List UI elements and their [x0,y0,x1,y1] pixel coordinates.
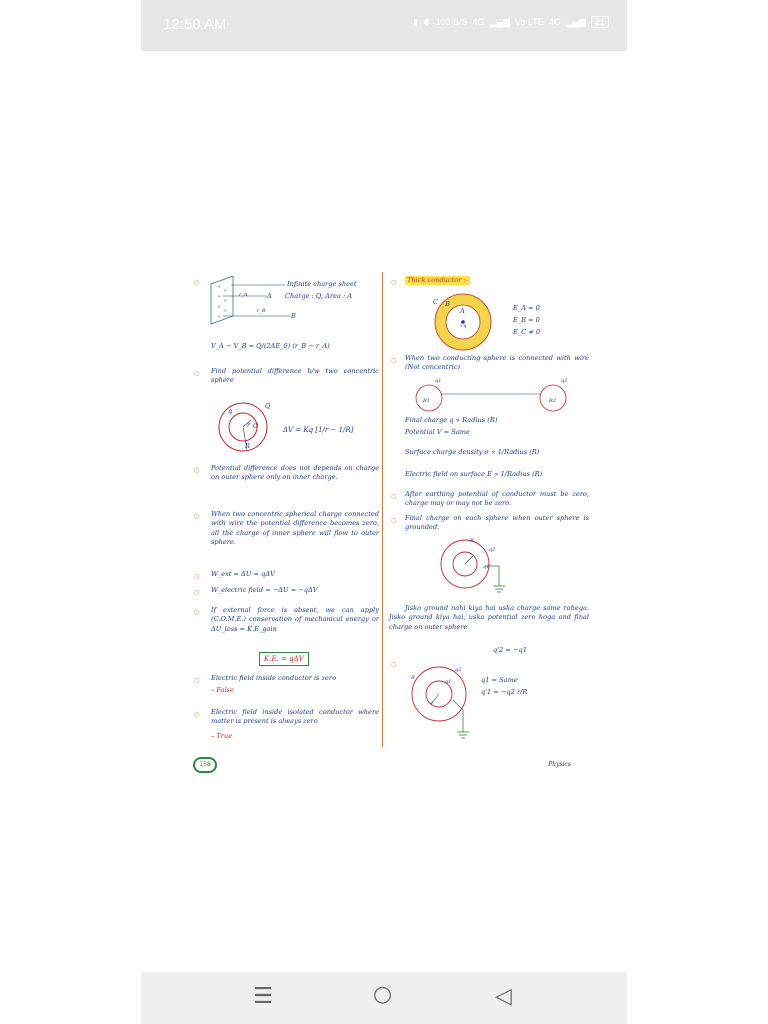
pd-text: Potential difference does not depends on charge on outer sphere only on inner charge. [211,464,379,482]
bullet-icon: ○ [194,573,200,580]
svg-text:+: + [223,288,228,294]
vibrate-icon: ▮ [413,16,419,27]
label-r: r [431,701,434,707]
field-c: E_C ≠ 0 [513,328,541,336]
phone-screen [141,0,627,1024]
right-column [383,248,627,776]
label-q: q [228,407,233,415]
bullet-icon: ○ [391,517,397,524]
field-surface: Electric field on surface E ∝ 1/Radius (R) [405,470,543,478]
svg-text:+: + [217,284,222,290]
bullet-icon: ○ [391,279,397,286]
label-c: C [433,298,439,306]
volte-label: Vo LTE [514,17,544,27]
battery-icon: 21 [591,16,609,28]
net-speed: 103 B/S [435,17,468,27]
sheet-formula: V_A − V_B = Q/(2AE_0) (r_B − r_A) [211,342,330,350]
page-number-badge: 158 [193,757,217,773]
label-q1: q1 [445,679,452,685]
system-icons [413,16,609,28]
field-false-answer: – False [211,686,234,694]
document-page[interactable] [141,248,627,776]
field-false-text: Electric field inside conductor is zero [211,674,337,682]
signal-icon: ▂▄▆ [565,16,586,27]
left-column [141,248,381,776]
q-same: q1 = Same [481,676,518,684]
sheet-charge: Charge : Q, Area : A [285,292,353,300]
clock: 12:50 AM [163,16,227,33]
grounded-sphere-diagram [439,536,519,596]
potential-same: Potential V = Same [405,428,470,436]
grounded-sphere-2-diagram [409,664,489,744]
q2-equation: q'2 = −q1 [493,646,527,654]
come-text: If external force is absent, we can apply (C.O.M.E.) conservation of mechanical energy or ΔU_loss = K.E_gain [211,606,379,633]
sphere-formula: ΔV = Kq [1/r − 1/R] [283,426,354,434]
svg-text:+: + [223,308,228,314]
bullet-icon: ○ [194,370,200,377]
label-q1: q1 [435,378,442,384]
label-o: O [253,422,259,430]
bullet-icon: ○ [194,711,200,718]
w-electric: W_electric field = −ΔU = −qΔV [211,586,318,594]
bullet-icon: ○ [391,661,397,668]
label-q1: q1 [483,564,490,570]
label-r-outer: R [411,675,415,681]
svg-text:+: + [217,294,222,300]
svg-text:+: + [217,304,222,310]
bullet-icon: ○ [194,609,200,616]
label-q2: q2 [489,547,496,553]
label-q2: q2 [561,378,568,384]
label-b: B [291,312,296,320]
jisko-text: Jisko ground nahi kiya hai uska charge same rahega. Jisko ground kiya hai, uska potential zero hoga and final charge on outer sphere [389,604,589,631]
subject-label: Physics [548,761,571,768]
bullet-icon: ○ [194,589,200,596]
bullet-icon: ○ [194,279,200,286]
label-b: B [445,300,450,308]
signal-icon: ▂▄▆ [489,16,510,27]
bullet-icon: ○ [194,677,200,684]
label-q-outer: Q [265,402,271,410]
q1-equation: q'1 = −q2 r/R [481,688,528,696]
ke-box: K.E. = qΔV [259,652,309,666]
wire-text: When two concentric spherical charge connected with wire the potential difference becomes zero, all the charge of inner sphere will flow to outer sphere. [211,510,379,547]
bluetooth-icon: ✱ [423,16,431,27]
two-sphere-text: When two conducting sphere is connected with wire (Not concentric) [405,354,589,372]
surface-density: Surface charge density σ ∝ 1/Radius (R) [405,448,540,456]
back-icon[interactable]: ◁ [495,984,512,1009]
navigation-bar [141,972,627,1024]
field-true-answer: – True [211,732,233,740]
concentric-text: Find potential difference b/w two concentric sphere [211,367,379,385]
earthing-text: After earthing potential of conductor must be zero, charge may or may not be zero. [405,490,589,508]
label-a: A [460,307,465,315]
label-r: r [247,421,251,429]
bullet-icon: ○ [194,513,200,520]
w-ext: W_ext = ΔU = qΔV [211,570,275,578]
label-r1: R1 [423,398,430,404]
svg-text:+: + [217,314,222,320]
label-r: R [470,538,474,544]
field-a: E_A = 0 [513,304,540,312]
label-rb: r_B [257,308,266,314]
label-a: A [267,292,272,300]
menu-icon[interactable]: ☰ [253,984,273,1009]
bullet-icon: ○ [194,467,200,474]
label-r-outer: R [245,442,250,450]
field-b: E_B = 0 [513,316,540,324]
label-plus-q: +q [459,323,467,329]
label-r2: R2 [549,398,556,404]
field-true-text: Electric field inside isolated conductor where matter is present is always zero [211,708,379,726]
final-charge-ground: Final charge on each sphere when outer sphere is grounded. [405,514,589,532]
home-icon[interactable]: ○ [373,982,393,1007]
bullet-icon: ○ [391,357,397,364]
bullet-icon: ○ [391,493,397,500]
sheet-label: Infinite charge sheet [287,280,357,288]
thick-conductor-title: Thick conductor :- [407,276,468,284]
label-q2: q2 [455,667,462,673]
signal-1-label: 4G [472,17,485,27]
label-ra: r_A [239,292,248,298]
signal-2-label: 4G [548,17,561,27]
svg-text:+: + [223,298,228,304]
status-bar [141,0,627,51]
final-charge: Final charge q ∝ Radius (R) [405,416,498,424]
